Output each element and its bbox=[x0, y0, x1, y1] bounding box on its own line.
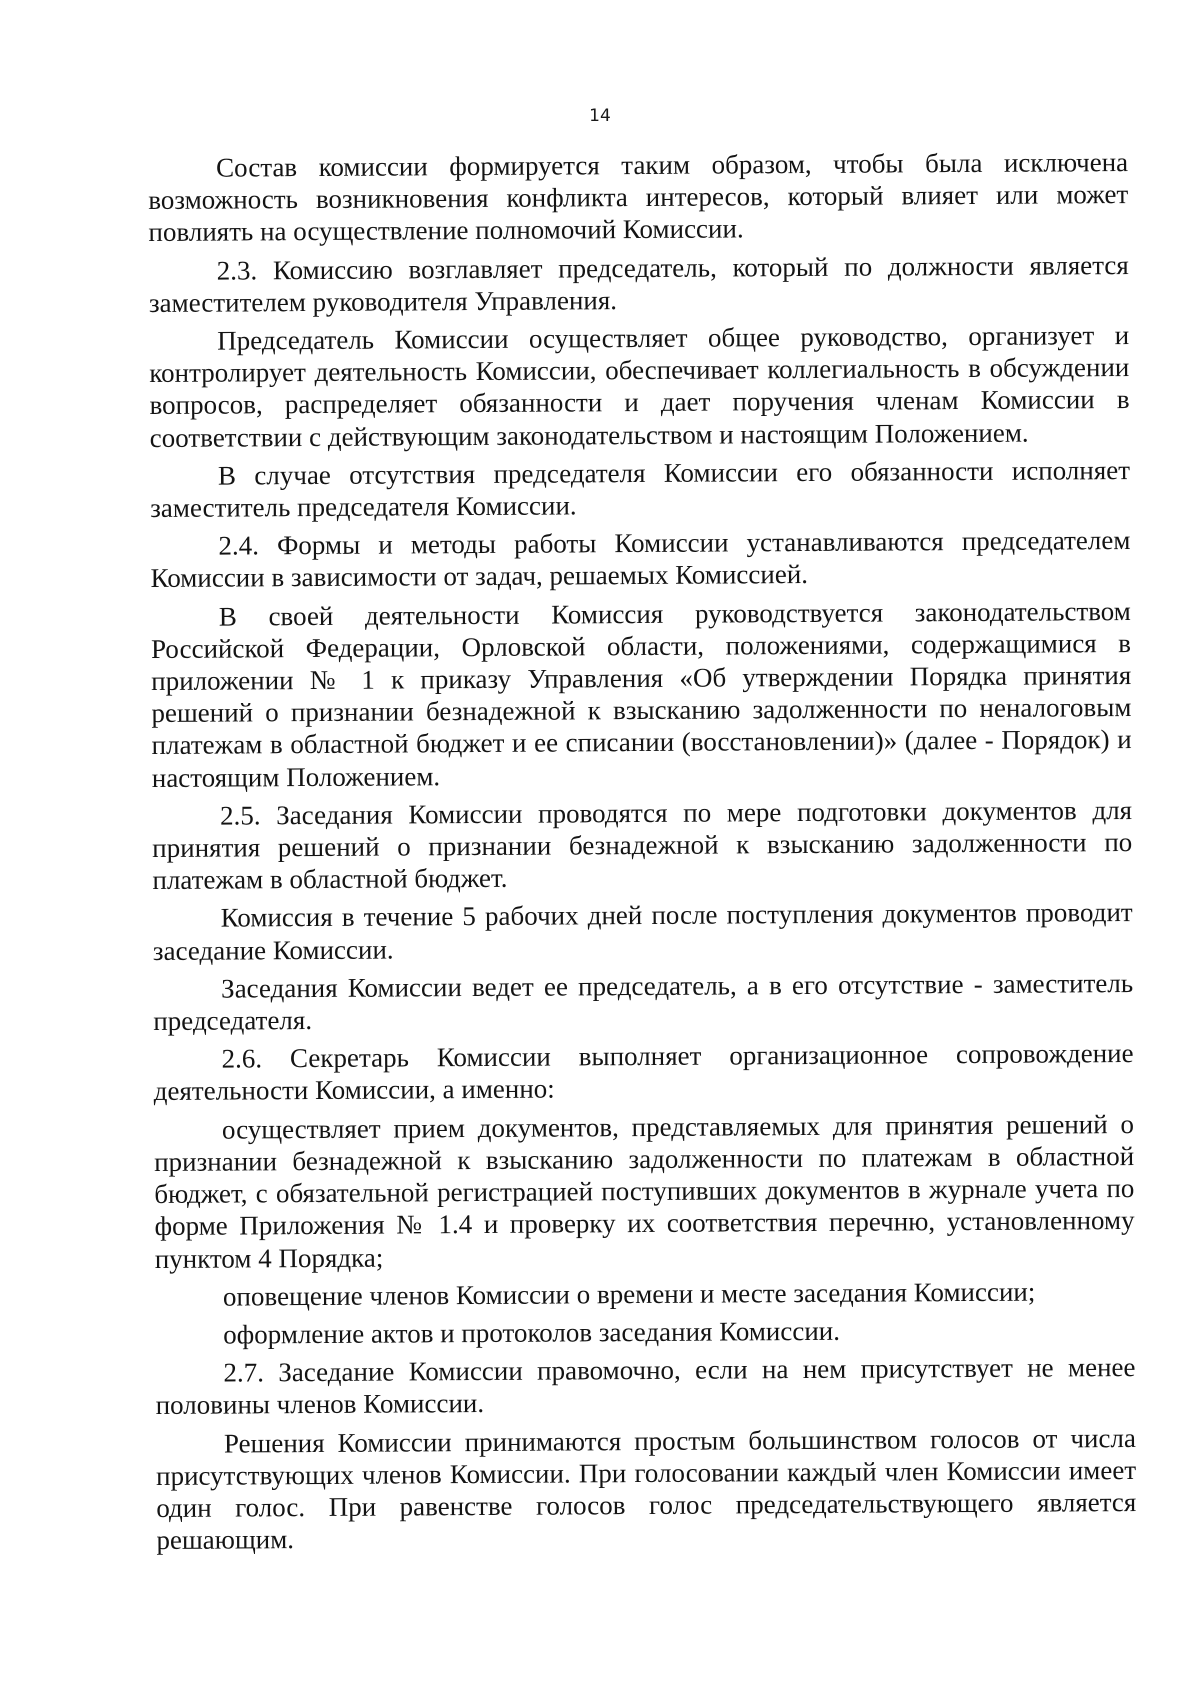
paragraph: оформление актов и протоколов заседания Комиссии. bbox=[223, 1315, 841, 1350]
paragraph: 2.7. Заседание Комиссии правомочно, если на нем присутствует не менее половины членов Комиссии. bbox=[155, 1352, 1136, 1421]
paragraph: В случае отсутствия председателя Комиссии его обязанности исполняет заместитель председателя Комиссии. bbox=[150, 454, 1131, 524]
paragraph: Решения Комиссии принимаются простым большинством голосов от числа присутствующих членов Комиссии. При голосовании каждый член Комиссии имеет один голос. При равенстве голосов голос председательствующего является решающим. bbox=[155, 1422, 1137, 1556]
paragraph: 2.4. Формы и методы работы Комиссии устанавливаются председателем Комиссии в зависимости от задач, решаемых Комиссией. bbox=[150, 525, 1131, 594]
paragraph: В своей деятельности Комиссия руководствуется законодательством Российской Федерации, Орловской области, положениями, содержащимися в приложении № 1 к приказу Управления «Об утверждении Порядка принятия решений о признании безнадежной к взысканию задолженности по неналоговым платежам в областной бюджет и ее списании (восстановлении)» (далее - Порядок) и настоящим Положением. bbox=[150, 595, 1132, 793]
page-number: 14 bbox=[589, 106, 611, 126]
paragraph: 2.5. Заседания Комиссии проводятся по мере подготовки документов для принятия решений о признании безнадежной к взысканию задолженности по платежам в областной бюджет. bbox=[152, 794, 1133, 896]
paragraph: оповещение членов Комиссии о времени и месте заседания Комиссии; bbox=[222, 1276, 1036, 1312]
paragraph: Комиссия в течение 5 рабочих дней после поступления документов проводит заседание Комиссии. bbox=[152, 897, 1133, 966]
paragraph: Председатель Комиссии осуществляет общее руководство, организует и контролирует деятельность Комиссии, обеспечивает коллегиальность в обсуждении вопросов, распределяет обязанности и дает поручения членам Комиссии в соответствии с действующим законодательством и настоящим Положением. bbox=[149, 320, 1130, 453]
paragraph: осуществляет прием документов, представляемых для принятия решений о признании безнадежной к взысканию задолженности по платежам в областной бюджет, с обязательной регистрацией поступивших документов в журнале учета по форме Приложения № 1.4 и проверку их соответствия перечню, установленному пунктом 4 Порядка; bbox=[154, 1108, 1135, 1274]
paragraph: Заседания Комиссии ведет ее председатель, а в его отсутствие - заместитель председателя. bbox=[153, 967, 1134, 1037]
paragraph: 2.6. Секретарь Комиссии выполняет организационное сопровождение деятельности Комиссии, а именно: bbox=[153, 1038, 1134, 1107]
paragraph: Состав комиссии формируется таким образом, чтобы была исключена возможность возникновения конфликта интересов, который влияет или может повлиять на осуществление полномочий Комиссии. bbox=[148, 147, 1129, 248]
document-body bbox=[148, 146, 1137, 1556]
paragraph: 2.3. Комиссию возглавляет председатель, который по должности является заместителем руководителя Управления. bbox=[148, 249, 1129, 318]
